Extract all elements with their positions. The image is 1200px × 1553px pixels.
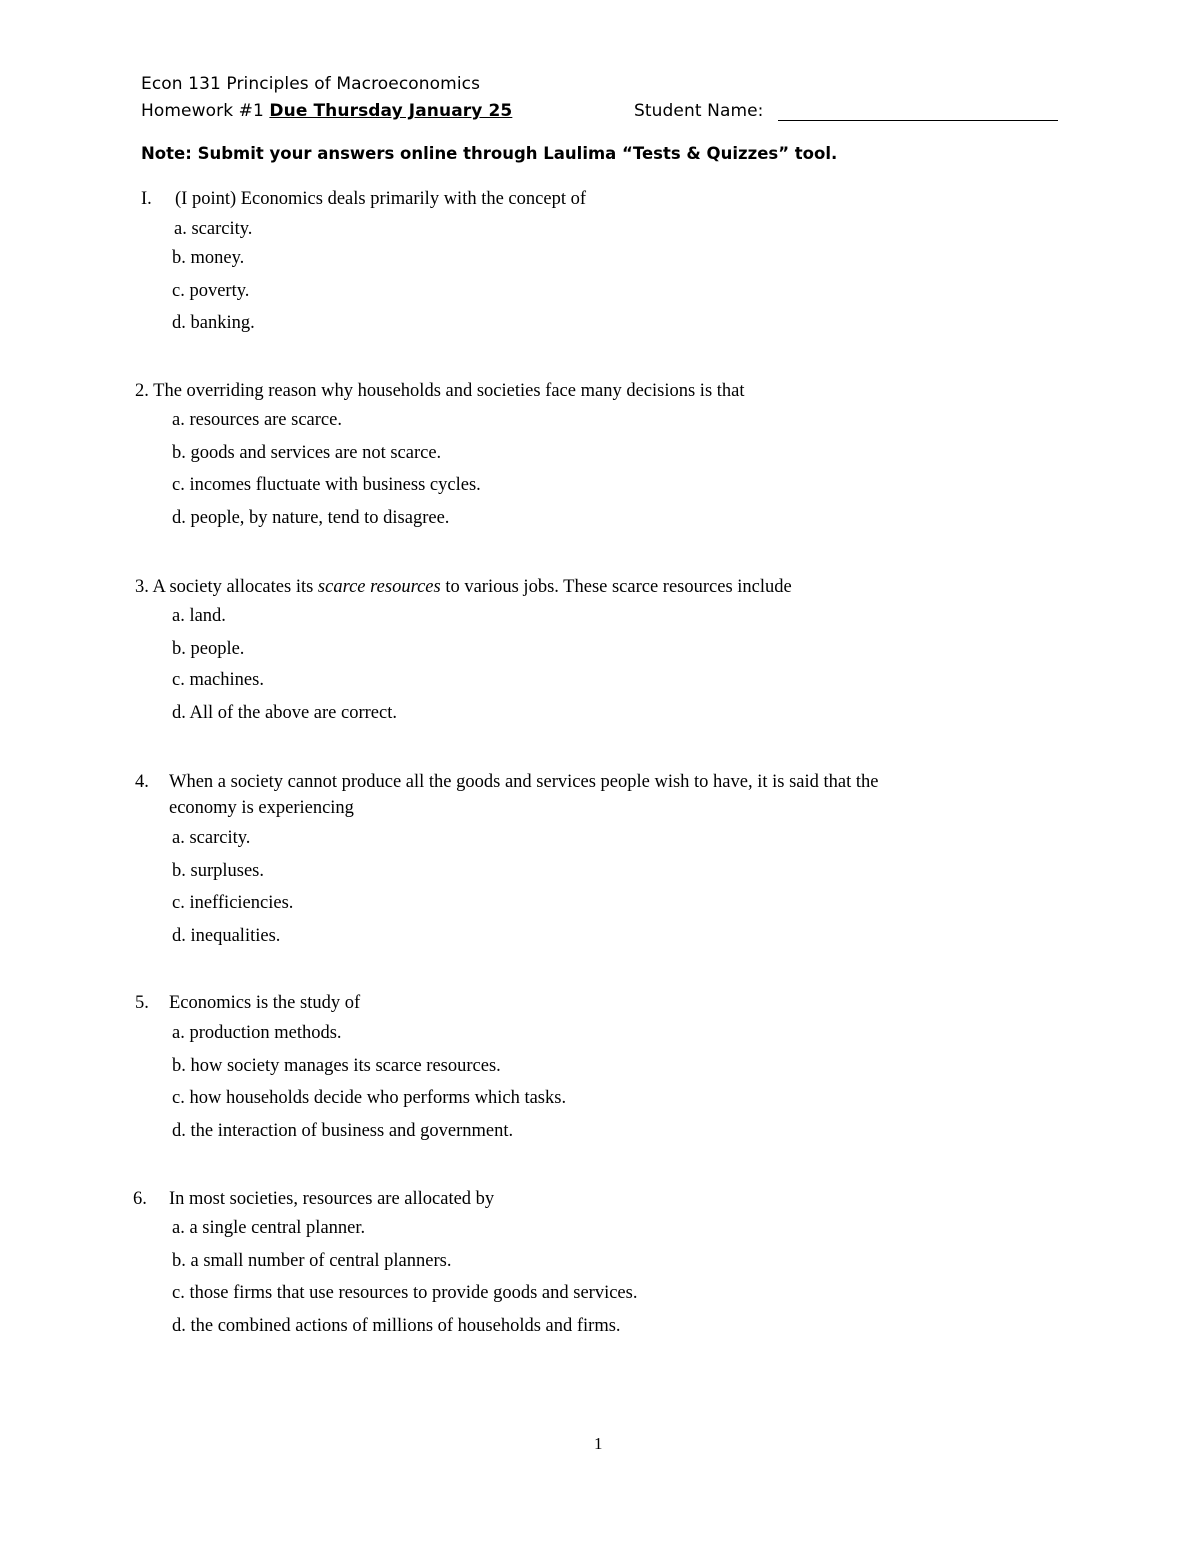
question-text-emphasis: scarce resources [317, 577, 441, 597]
question-2 [135, 379, 745, 403]
question-number: 6. [133, 1189, 147, 1209]
question-number: 4. [135, 772, 149, 792]
question-4 [135, 770, 1035, 822]
question-text-end: to various jobs. These scarce resources include [445, 577, 792, 597]
course-title: Econ 131 Principles of Macroeconomics [141, 74, 481, 94]
option: a. scarcity. [174, 219, 253, 239]
option: b. people. [172, 639, 245, 659]
homework-line [141, 101, 512, 121]
option: d. the interaction of business and government. [172, 1121, 514, 1141]
page-number: 1 [594, 1434, 603, 1453]
option: a. land. [172, 606, 226, 626]
option: c. poverty. [172, 281, 250, 301]
option: d. All of the above are correct. [172, 703, 397, 723]
option: b. goods and services are not scarce. [172, 443, 442, 463]
option: d. the combined actions of millions of households and firms. [172, 1316, 621, 1336]
option: b. how society manages its scarce resources. [172, 1056, 501, 1076]
due-date: Due Thursday January 25 [269, 101, 513, 121]
option: b. surpluses. [172, 861, 264, 881]
question-text: In most societies, resources are allocated by [169, 1189, 495, 1209]
question-text-start: A society allocates its [152, 577, 314, 597]
option: a. production methods. [172, 1023, 342, 1043]
option: b. money. [172, 248, 245, 268]
question-text-line-1: When a society cannot produce all the goods and services people wish to have, it is said that the [169, 772, 879, 792]
student-name-line [778, 120, 1058, 121]
option: c. inefficiencies. [172, 893, 294, 913]
student-name-label: Student Name: [634, 101, 764, 121]
option: a. resources are scarce. [172, 410, 342, 430]
question-number: 3. [135, 577, 149, 597]
question-1 [141, 187, 1041, 211]
question-text: Economics is the study of [169, 993, 361, 1013]
question-5 [135, 991, 1035, 1015]
question-text-line-2: economy is experiencing [169, 798, 354, 818]
homework-number: Homework #1 [141, 101, 264, 121]
option: b. a small number of central planners. [172, 1251, 452, 1271]
option: c. incomes fluctuate with business cycles. [172, 475, 481, 495]
option: a. a single central planner. [172, 1218, 366, 1238]
question-6 [133, 1187, 1033, 1211]
option: d. banking. [172, 313, 255, 333]
question-number: I. [141, 189, 152, 209]
question-number: 2. [135, 381, 149, 401]
option: c. machines. [172, 670, 264, 690]
option: a. scarcity. [172, 828, 251, 848]
option: c. those firms that use resources to provide goods and services. [172, 1283, 638, 1303]
question-number: 5. [135, 993, 149, 1013]
question-text: The overriding reason why households and societies face many decisions is that [153, 381, 745, 401]
question-text: (I point) Economics deals primarily with the concept of [175, 189, 586, 209]
submission-note: Note: Submit your answers online through Laulima “Tests & Quizzes” tool. [141, 144, 838, 163]
option: d. inequalities. [172, 926, 281, 946]
question-3 [135, 575, 792, 599]
option: d. people, by nature, tend to disagree. [172, 508, 450, 528]
option: c. how households decide who performs which tasks. [172, 1088, 567, 1108]
